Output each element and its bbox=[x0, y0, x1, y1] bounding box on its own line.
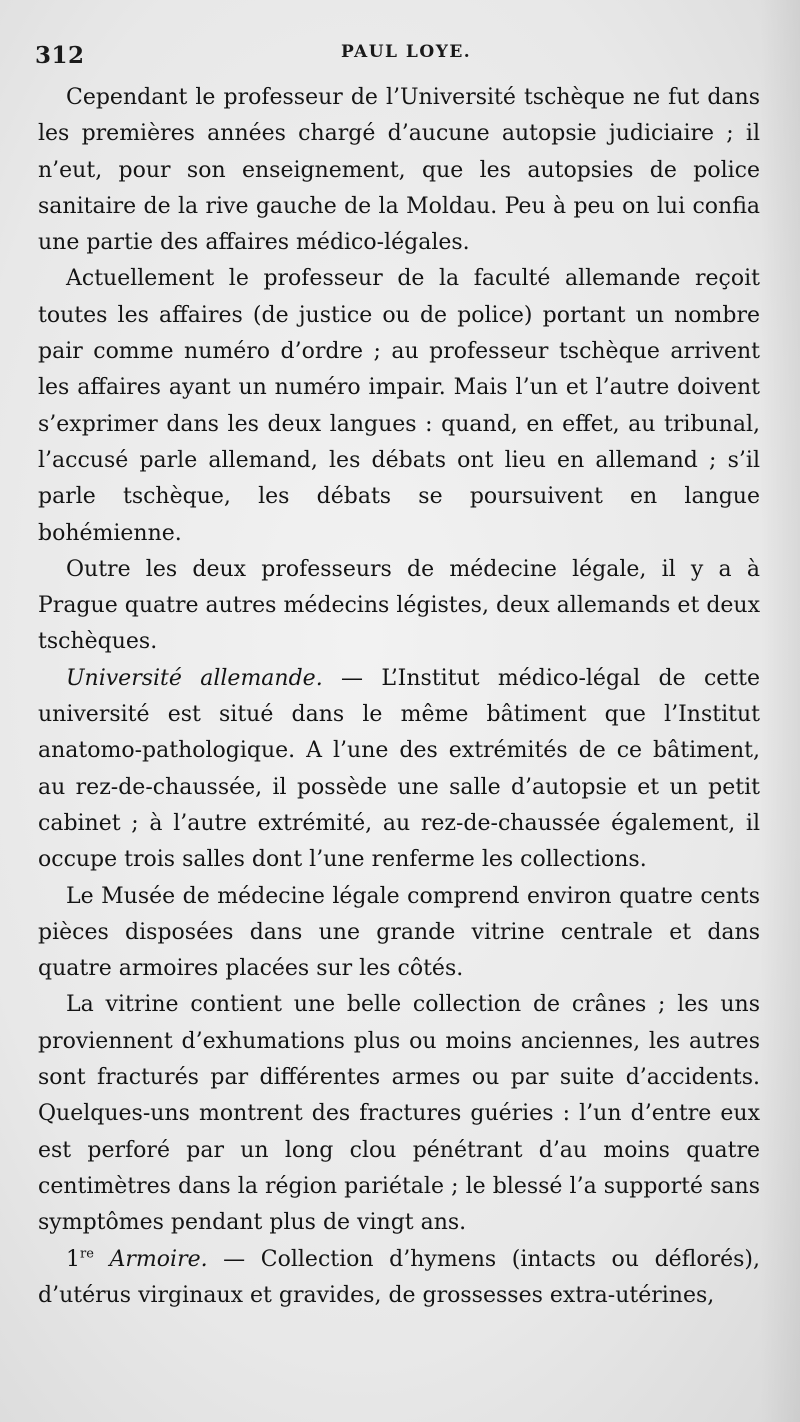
page-edge-shadow bbox=[760, 0, 800, 1422]
paragraph-musee: Le Musée de médecine légale comprend environ quatre cents pièces disposées dans une grande vitrine centrale et dans quatre armoires placées sur les côtés. bbox=[38, 883, 760, 982]
armoire-superscript: re bbox=[80, 1246, 94, 1262]
paragraph-case-distribution: Actuellement le professeur de la faculté allemande reçoit toutes les affaires (de justice ou de police) portant un nombre pair comme numéro d’ordre ; au professeur tschèque arrivent les affaires ayant un numéro impair. Mais l’un et l’autre doivent s’exprimer dans les deux langues : quand, en effet, au tribunal, l’accusé parle allemand, les débats ont lieu en allemand ; s’il parle tschèque, les débats se poursuivent en langue bohémienne. bbox=[38, 266, 760, 546]
paragraph-legists-count: Outre les deux professeurs de médecine légale, il y a à Prague quatre autres médecins légistes, deux allemands et deux tschèques. bbox=[38, 556, 760, 655]
paragraph-premiere-armoire bbox=[38, 1242, 760, 1315]
armoire-number: 1 bbox=[66, 1246, 80, 1272]
section-text-universite-allemande: — L’Institut médico-légal de cette université est situé dans le même bâtiment que l’Institut anatomo-pathologique. A l’une des extrémités de ce bâtiment, au rez-de-chaussée, il possède une salle d’autopsie et un petit cabinet ; à l’autre extrémité, au rez-de-chaussée également, il occupe trois salles dont l’une renferme les collections. bbox=[38, 665, 760, 873]
armoire-text: — Collection d’hymens (intacts ou déflorés), d’utérus virginaux et gravides, de grossesses extra-utérines, bbox=[38, 1246, 760, 1308]
armoire-title: Armoire. bbox=[109, 1246, 208, 1272]
paragraph-vitrine-cranes: La vitrine contient une belle collection de crânes ; les uns proviennent d’exhumations plus ou moins anciennes, les autres sont fracturés par différentes armes ou par suite d’accidents. Quelques-uns montrent des fractures guéries : l’un d’entre eux est perforé par un long clou pénétrant d’au moins quatre centimètres dans la région pariétale ; le blessé l’a supporté sans symptômes pendant plus de vingt ans. bbox=[38, 992, 760, 1236]
paragraph-prague-tschech-professor: Cependant le professeur de l’Université tschèque ne fut dans les premières années chargé d’aucune autopsie judiciaire ; il n’eut, pour son enseignement, que les autopsies de police sanitaire de la rive gauche de la Moldau. Peu à peu on lui confia une partie des affaires médico-légales. bbox=[38, 85, 760, 256]
paragraph-universite-allemande bbox=[38, 661, 760, 879]
page-body bbox=[38, 80, 760, 1314]
running-head: PAUL LOYE. bbox=[341, 42, 472, 62]
section-title-universite-allemande: Université allemande. bbox=[66, 665, 323, 691]
page-number: 312 bbox=[35, 42, 85, 69]
page-header bbox=[35, 38, 765, 72]
